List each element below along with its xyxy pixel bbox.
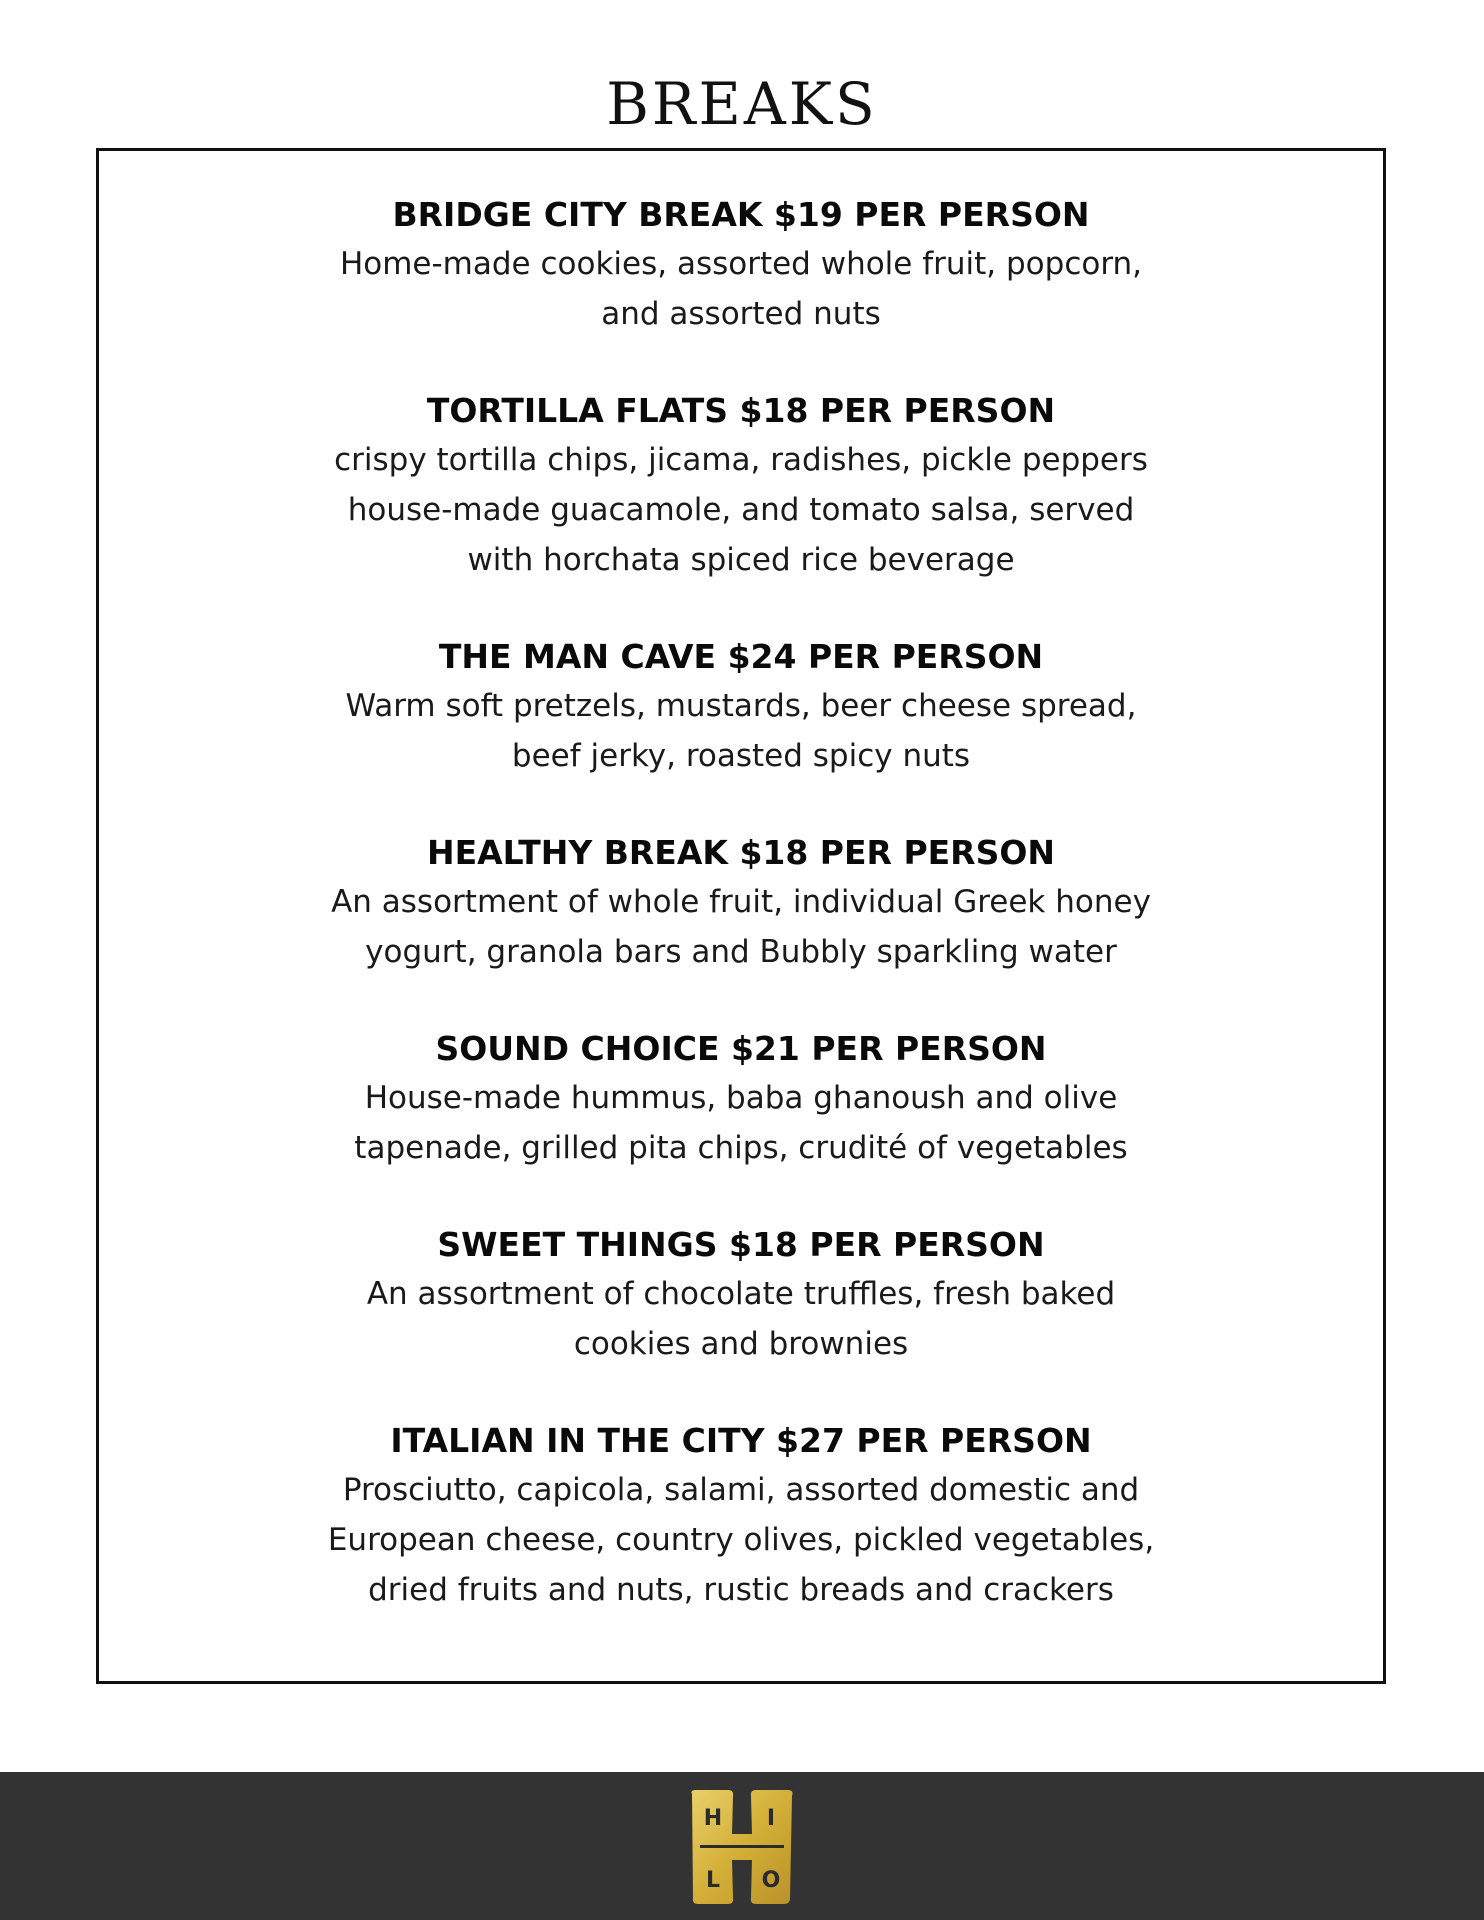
menu-item-healthy-break	[99, 829, 1383, 977]
menu-item-sound-choice	[99, 1025, 1383, 1173]
menu-item-description-line: An assortment of whole fruit, individual Greek honey	[331, 884, 1151, 920]
menu-item-description-line: house-made guacamole, and tomato salsa, served	[347, 492, 1135, 528]
logo-letter-l: L	[705, 1868, 721, 1893]
menu-item-description-line: tapenade, grilled pita chips, crudité of vegetables	[354, 1130, 1128, 1166]
menu-item-title: ITALIAN IN THE CITY $27 PER PERSON	[390, 1421, 1092, 1460]
logo-letter-i: I	[766, 1806, 776, 1831]
menu-item-description-line: cookies and brownies	[573, 1326, 909, 1362]
menu-frame	[96, 148, 1386, 1684]
menu-item-bridge-city-break	[99, 191, 1383, 339]
menu-item-description-line: yogurt, granola bars and Bubbly sparkling water	[365, 934, 1117, 970]
menu-item-description-line: beef jerky, roasted spicy nuts	[511, 738, 971, 774]
menu-item-description-line: crispy tortilla chips, jicama, radishes, pickle peppers	[334, 442, 1148, 478]
logo-letter-h: H	[703, 1806, 723, 1831]
menu-item-title: SOUND CHOICE $21 PER PERSON	[435, 1029, 1047, 1068]
menu-item-the-man-cave	[99, 633, 1383, 781]
menu-item-description-line: European cheese, country olives, pickled vegetables,	[327, 1522, 1155, 1558]
menu-item-description-line: dried fruits and nuts, rustic breads and crackers	[368, 1572, 1114, 1608]
menu-item-title: BRIDGE CITY BREAK $19 PER PERSON	[392, 195, 1090, 234]
page-title: BREAKS	[606, 69, 878, 138]
footer-band	[0, 1772, 1484, 1920]
menu-list	[99, 191, 1383, 1615]
logo-letter-o: O	[761, 1868, 781, 1893]
menu-item-italian-in-the-city	[99, 1417, 1383, 1615]
menu-item-sweet-things	[99, 1221, 1383, 1369]
menu-item-description-line: with horchata spiced rice beverage	[467, 542, 1015, 578]
menu-item-description-line: Home-made cookies, assorted whole fruit, popcorn,	[339, 246, 1143, 282]
logo-divider	[700, 1845, 784, 1848]
menu-item-title: TORTILLA FLATS $18 PER PERSON	[426, 391, 1056, 430]
hilo-logo-icon	[686, 1786, 798, 1908]
menu-item-description-line: House-made hummus, baba ghanoush and olive	[364, 1080, 1118, 1116]
menu-item-description-line: and assorted nuts	[601, 296, 881, 332]
menu-item-description-line: Warm soft pretzels, mustards, beer cheese spread,	[345, 688, 1137, 724]
menu-item-title: HEALTHY BREAK $18 PER PERSON	[426, 833, 1056, 872]
menu-item-description-line: Prosciutto, capicola, salami, assorted domestic and	[342, 1472, 1140, 1508]
menu-item-title: THE MAN CAVE $24 PER PERSON	[438, 637, 1044, 676]
menu-item-title: SWEET THINGS $18 PER PERSON	[437, 1225, 1045, 1264]
menu-item-description-line: An assortment of chocolate truffles, fresh baked	[366, 1276, 1116, 1312]
menu-item-tortilla-flats	[99, 387, 1383, 585]
